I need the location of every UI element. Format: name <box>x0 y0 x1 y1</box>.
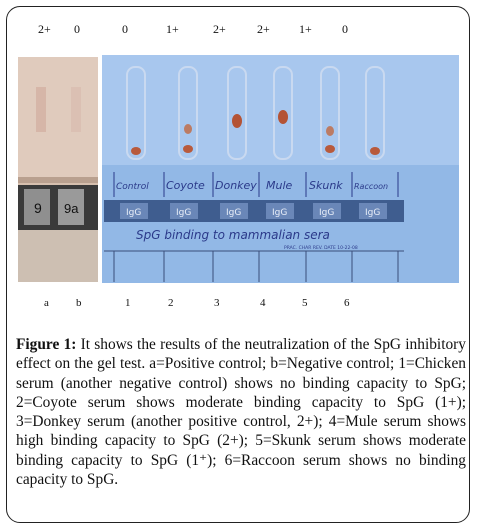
score-lane-1: 0 <box>122 22 128 36</box>
strip-label-mule: Mule <box>266 179 293 192</box>
lane-id-2: 2 <box>168 297 174 309</box>
strip-label-raccoon: Raccoon <box>354 182 389 191</box>
pellet-lane-3 <box>232 114 242 128</box>
igg-label-4: IgG <box>272 208 288 218</box>
lane-id-a: a <box>44 297 49 309</box>
score-lane-b: 0 <box>74 22 80 36</box>
pellet-lane-6 <box>370 147 380 155</box>
strip-label-coyote: Coyote <box>166 179 205 192</box>
igg-label-5: IgG <box>319 208 335 218</box>
lane-id-5: 5 <box>302 297 308 309</box>
left-strip-mark-a: 9 <box>34 200 42 216</box>
strip-footer: PRAC. CHAR REV. DATE 10-22-08 <box>284 246 358 251</box>
lane-id-1: 1 <box>125 297 131 309</box>
score-lane-a: 2+ <box>38 22 51 36</box>
strip-label-control: Control <box>116 182 149 192</box>
score-lane-5: 1+ <box>299 22 312 36</box>
left-strip-mark-b: 9a <box>64 201 79 216</box>
igg-label-6: IgG <box>365 208 381 218</box>
lane-id-b: b <box>76 297 82 309</box>
caption-text: It shows the results of the neutralization of the SpG inhibitory effect on the gel test. a=Positive control; b=Negative control; 1=Chicken serum (another negative control) shows no binding capacity to SpG; 2=Coyote serum shows moderate binding capacity to SpG (1+); 3=Donkey serum (another positive control, 2+); 4=Mule serum shows high binding capacity to SpG (2+); 5=Skunk serum shows moderate binding capacity to SpG (1⁺); 6=Raccoon serum shows no binding capacity to SpG. <box>16 336 466 489</box>
strip-banner: SpG binding to mammalian sera <box>136 228 330 242</box>
igg-label-1: IgG <box>126 208 142 218</box>
pellet-lane-4 <box>278 110 288 124</box>
strip-label-skunk: Skunk <box>309 179 343 192</box>
figure-caption <box>16 335 466 489</box>
lane-id-6: 6 <box>344 297 350 309</box>
pellet-lane-2 <box>184 124 192 134</box>
score-lane-4: 2+ <box>257 22 270 36</box>
score-lane-6: 0 <box>342 22 348 36</box>
lane-id-3: 3 <box>214 297 220 309</box>
igg-label-3: IgG <box>226 208 242 218</box>
gel-card-photo <box>16 17 461 285</box>
strip-label-donkey: Donkey <box>215 179 257 192</box>
pellet-lane-1 <box>131 147 141 155</box>
lane-id-4: 4 <box>260 297 266 309</box>
igg-label-2: IgG <box>176 208 192 218</box>
score-lane-2: 1+ <box>166 22 179 36</box>
pellet-lane-5 <box>326 126 334 136</box>
figure-label: Figure 1: <box>16 336 77 353</box>
score-lane-3: 2+ <box>213 22 226 36</box>
